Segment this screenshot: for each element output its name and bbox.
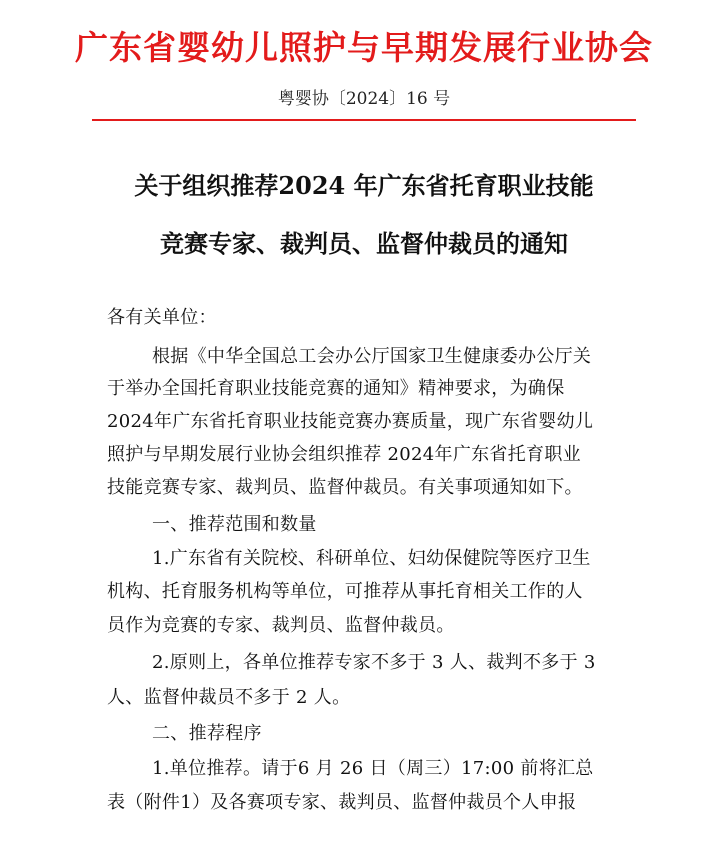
paragraph-line: 1.广东省有关院校、科研单位、妇幼保健院等医疗卫生	[152, 548, 591, 569]
issuing-organization-title: 广东省婴幼儿照护与早期发展行业协会	[75, 28, 653, 67]
paragraph-line: 机构、托育服务机构等单位，可推荐从事托育相关工作的人	[107, 581, 583, 602]
paragraph-line: 人、监督仲裁员不多于 2 人。	[107, 687, 351, 708]
notice-title-line-2: 竞赛专家、裁判员、监督仲裁员的通知	[160, 229, 568, 258]
paragraph-line: 2.原则上，各单位推荐专家不多于 3 人、裁判不多于 3	[152, 652, 596, 673]
paragraph-line: 表（附件1）及各赛项专家、裁判员、监督仲裁员个人申报	[107, 792, 577, 813]
salutation: 各有关单位：	[107, 307, 217, 328]
paragraph-line: 技能竞赛专家、裁判员、监督仲裁员。有关事项通知如下。	[107, 477, 583, 498]
paragraph-line: 照护与早期发展行业协会组织推荐 2024年广东省托育职业	[107, 444, 581, 465]
paragraph-line: 根据《中华全国总工会办公厅国家卫生健康委办公厅关	[152, 346, 592, 367]
paragraph-line: 2024年广东省托育职业技能竞赛办赛质量，现广东省婴幼儿	[107, 411, 594, 432]
paragraph-line: 员作为竞赛的专家、裁判员、监督仲裁员。	[107, 615, 455, 636]
section-heading: 一、推荐范围和数量	[152, 514, 317, 535]
document-number: 粤婴协〔2024〕16 号	[277, 89, 451, 109]
red-header-rule	[92, 119, 636, 121]
paragraph-line: 于举办全国托育职业技能竞赛的通知》精神要求，为确保	[107, 378, 565, 399]
section-heading: 二、推荐程序	[152, 723, 262, 744]
notice-title-line-1: 关于组织推荐2024 年广东省托育职业技能	[134, 171, 594, 200]
paragraph-line: 1.单位推荐。请于6 月 26 日（周三）17:00 前将汇总	[152, 758, 594, 779]
